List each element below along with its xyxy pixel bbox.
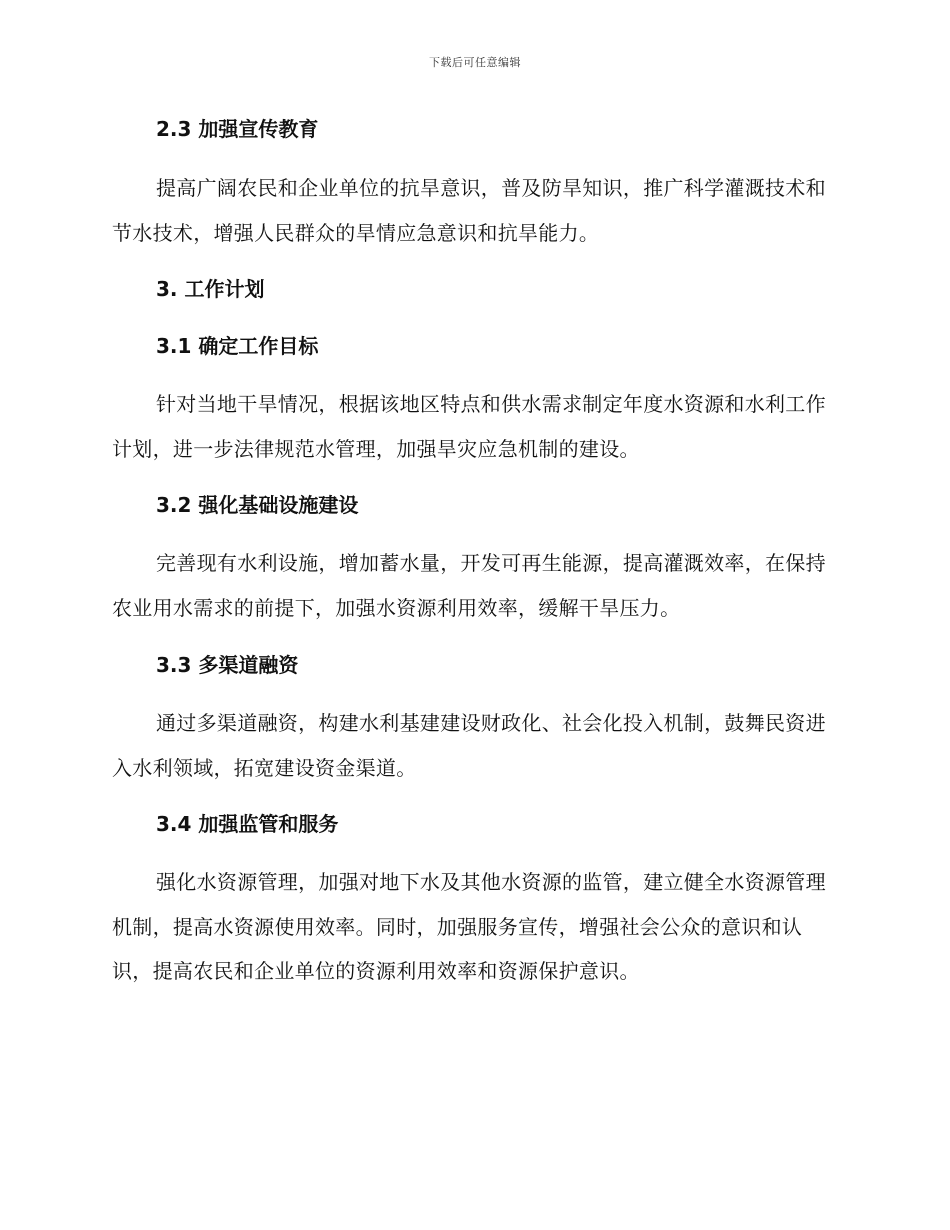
section-paragraph-3-1: 针对当地干旱情况，根据该地区特点和供水需求制定年度水资源和水利工作计划，进一步法律规范水管理，加强旱灾应急机制的建设。: [112, 392, 826, 461]
section-paragraph-3-3: 通过多渠道融资，构建水利基建建设财政化、社会化投入机制，鼓舞民资进入水利领域，拓宽建设资金渠道。: [112, 711, 826, 780]
section-paragraph-2-3: 提高广阔农民和企业单位的抗旱意识，普及防旱知识，推广科学灌溉技术和节水技术，增强人民群众的旱情应急意识和抗旱能力。: [112, 176, 826, 245]
section-heading-3-3: 3.3 多渠道融资: [156, 653, 299, 677]
section-paragraph-3-2: 完善现有水利设施，增加蓄水量，开发可再生能源，提高灌溉效率，在保持农业用水需求的前提下，加强水资源利用效率，缓解干旱压力。: [112, 551, 826, 620]
section-heading-3: 3. 工作计划: [156, 277, 265, 301]
section-heading-3-2: 3.2 强化基础设施建设: [156, 493, 359, 517]
page-header-note: 下载后可任意编辑: [429, 56, 521, 69]
section-heading-3-1: 3.1 确定工作目标: [156, 334, 319, 358]
section-heading-2-3: 2.3 加强宣传教育: [156, 117, 319, 141]
section-paragraph-3-4: 强化水资源管理，加强对地下水及其他水资源的监管，建立健全水资源管理机制，提高水资源使用效率。同时，加强服务宣传，增强社会公众的意识和认识，提高农民和企业单位的资源利用效率和资源保护意识。: [112, 870, 826, 983]
section-heading-3-4: 3.4 加强监管和服务: [156, 812, 339, 836]
